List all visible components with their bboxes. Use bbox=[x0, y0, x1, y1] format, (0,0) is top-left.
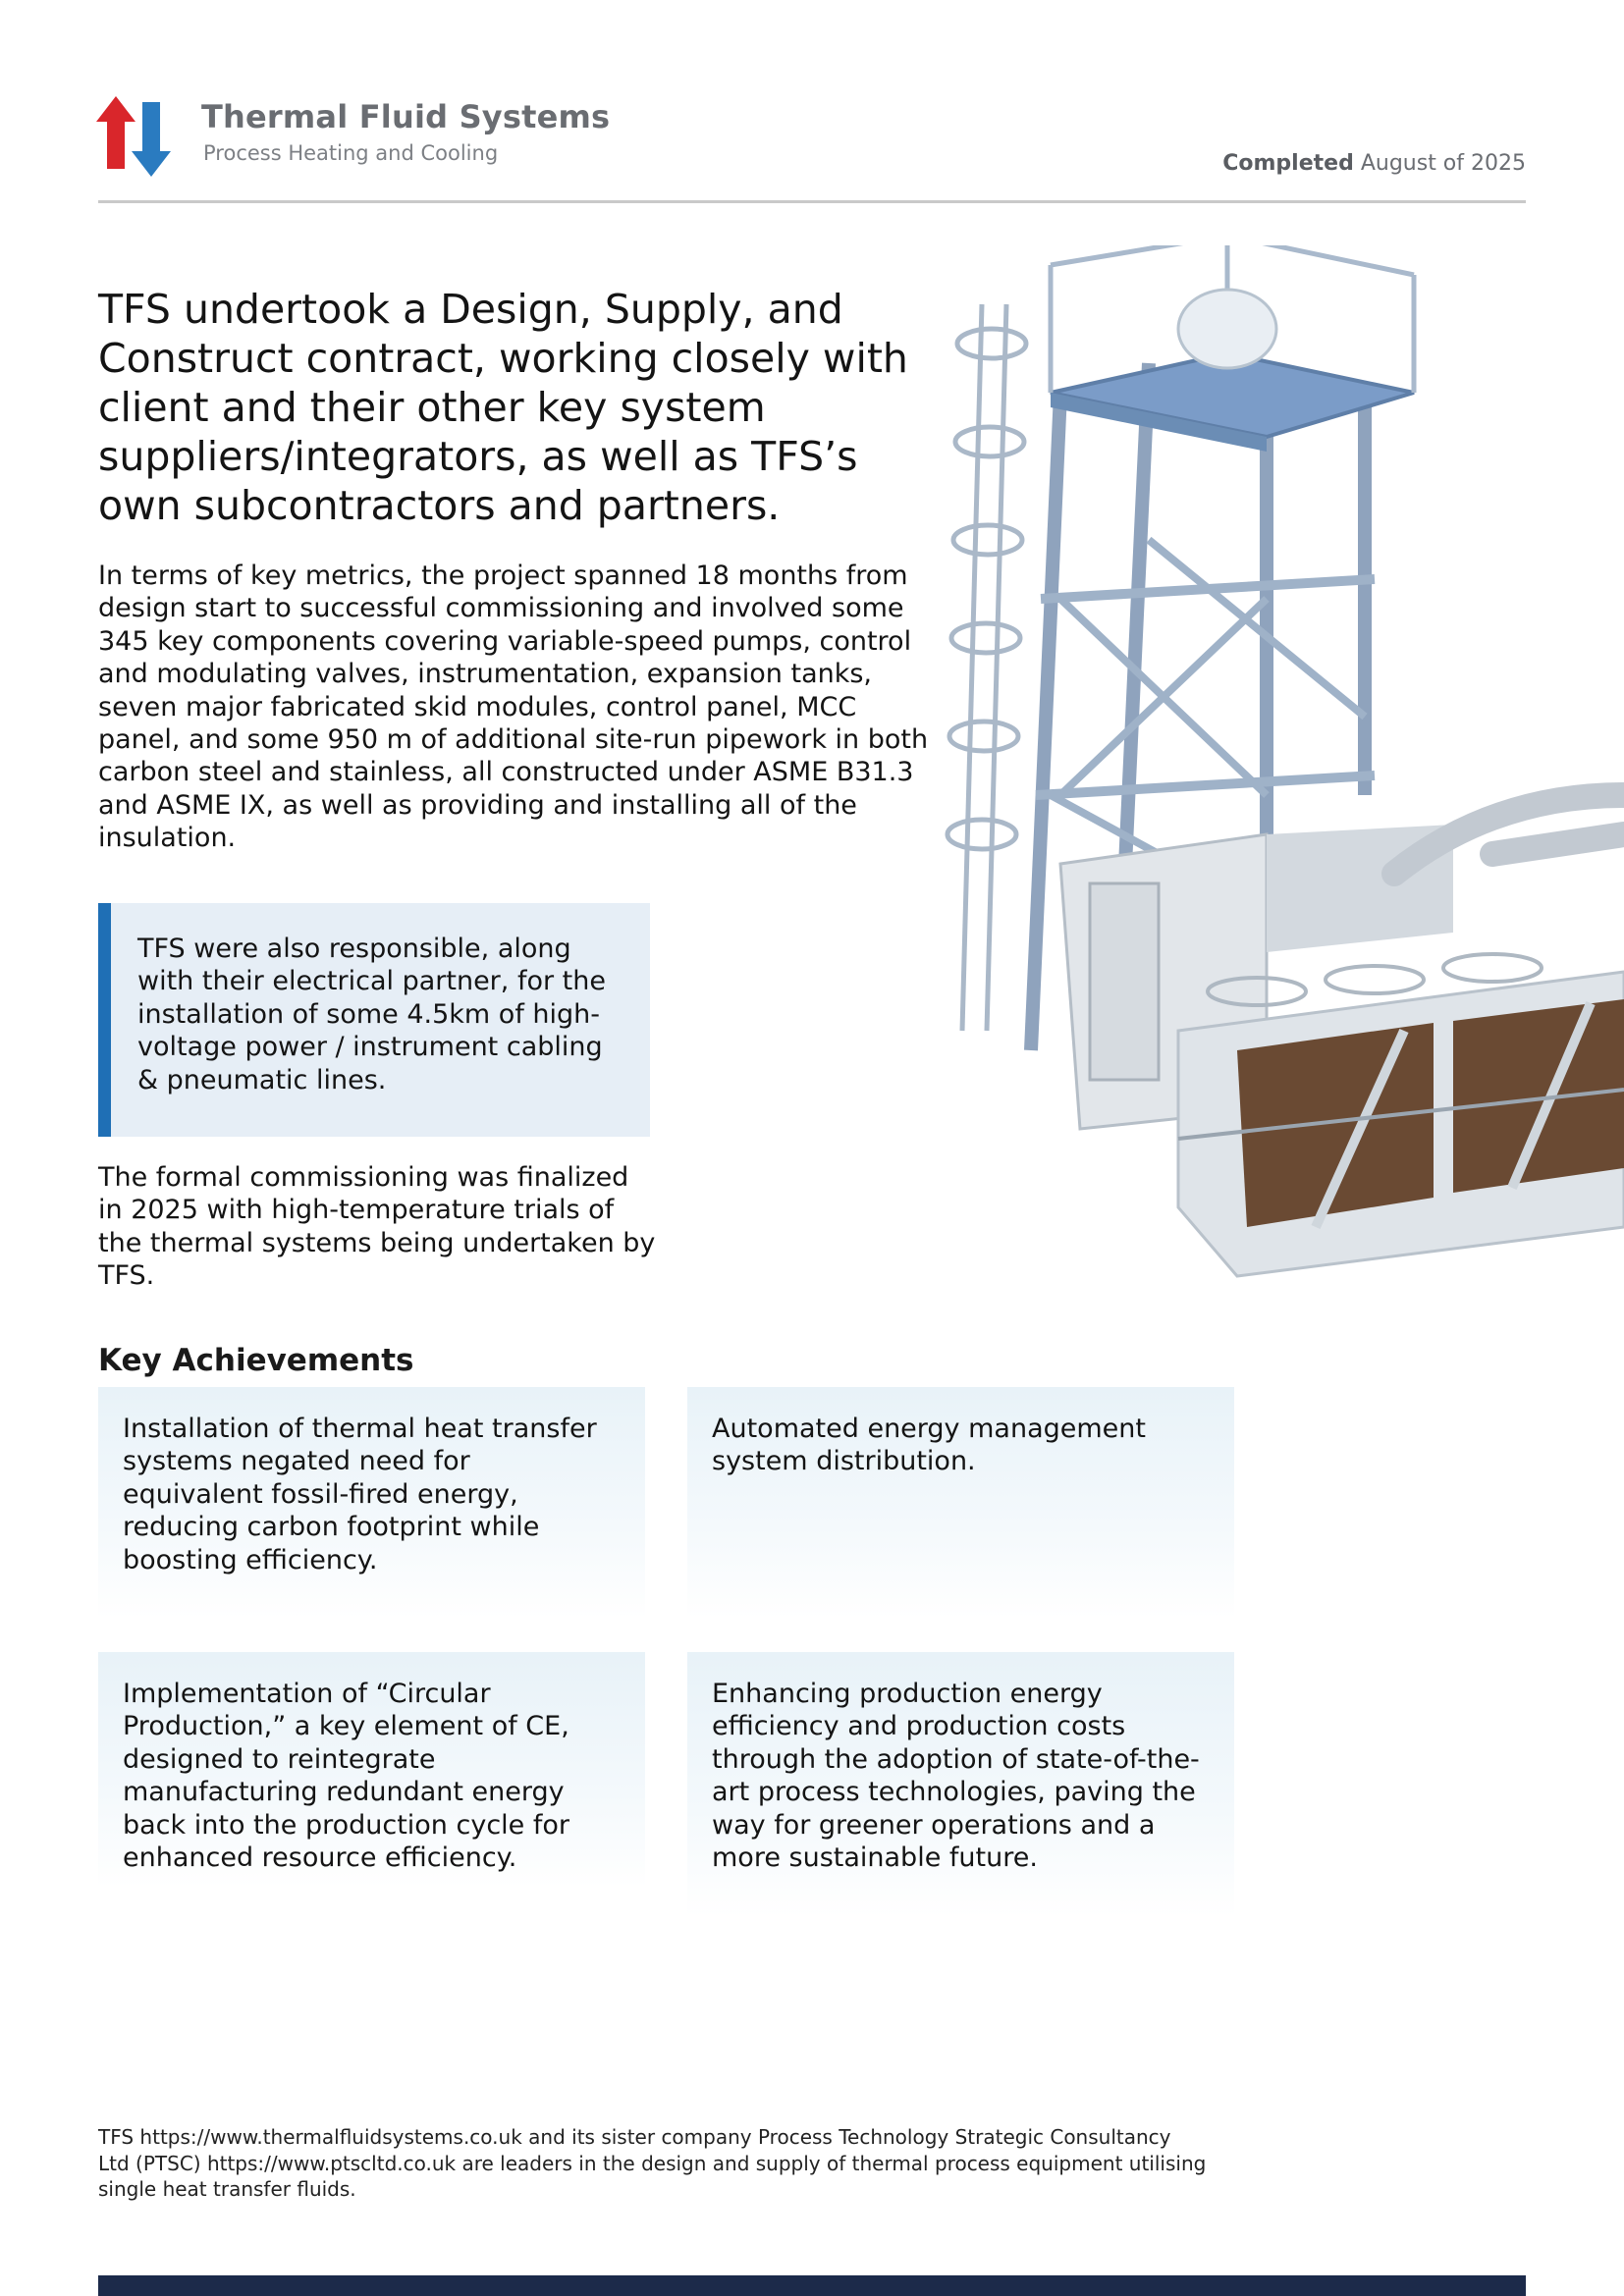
achievement-card bbox=[98, 1387, 645, 1619]
completion-date bbox=[1222, 151, 1526, 176]
achievement-text: Installation of thermal heat transfer systems negated need for equivalent fossil-fired energy, reducing carbon footprint while boosting efficiency. bbox=[123, 1414, 597, 1575]
header-divider bbox=[98, 200, 1526, 203]
footer-bar bbox=[98, 2275, 1526, 2296]
completed-label: Completed bbox=[1222, 151, 1354, 176]
cooling-tower-skid-photo-icon bbox=[943, 245, 1624, 1286]
brand-tagline: Process Heating and Cooling bbox=[203, 141, 499, 165]
callout-accent-bar bbox=[98, 903, 111, 1137]
completed-date-value: August of 2025 bbox=[1360, 151, 1526, 176]
achievement-text: Implementation of “Circular Production,” a key element of CE, designed to reintegrate manufacturing redundant energy back into the production cycle for enhanced resource efficiency. bbox=[123, 1679, 569, 1874]
page-headline: TFS undertook a Design, Supply, and Construct contract, working closely with client and their other key system suppliers/integrators, as well as TFS’s own subcontractors and partners. bbox=[98, 286, 908, 529]
achievement-text: Automated energy management system distribution. bbox=[712, 1414, 1146, 1477]
achievement-card bbox=[687, 1387, 1234, 1619]
company-logo-icon bbox=[96, 96, 183, 177]
callout-box bbox=[98, 903, 650, 1137]
achievement-card bbox=[98, 1652, 645, 1888]
footer-text: TFS https://www.thermalfluidsystems.co.uk and its sister company Process Technology Strategic Consultancy Ltd (PTSC) https://www.ptscltd.co.uk are leaders in the design and supply of thermal process equipment utilising single heat transfer fluids. bbox=[98, 2125, 1207, 2201]
achievement-text: Enhancing production energy efficiency and production costs through the adoption of state-of-the-art process technologies, paving the way for greener operations and a more sustainable future. bbox=[712, 1679, 1200, 1874]
callout-text: TFS were also responsible, along with their electrical partner, for the installation of some 4.5km of high-voltage power / instrument cabling & pneumatic lines. bbox=[137, 934, 606, 1095]
key-achievements-heading: Key Achievements bbox=[98, 1343, 414, 1378]
metrics-paragraph: In terms of key metrics, the project spanned 18 months from design start to successful commissioning and involved some 345 key components covering variable-speed pumps, control and modulating valves, instrumentation, expansion tanks, seven major fabricated skid modules, control panel, MCC panel, and some 950 m of additional site-run pipework in both carbon steel and stainless, all constructed under ASME B31.3 and ASME IX, as well as providing and installing all of the insulation. bbox=[98, 561, 929, 854]
brand-name: Thermal Fluid Systems bbox=[201, 98, 611, 135]
commissioning-paragraph: The formal commissioning was finalized in 2025 with high-temperature trials of the thermal systems being undertaken by TFS. bbox=[98, 1162, 656, 1292]
achievement-card bbox=[687, 1652, 1234, 1917]
